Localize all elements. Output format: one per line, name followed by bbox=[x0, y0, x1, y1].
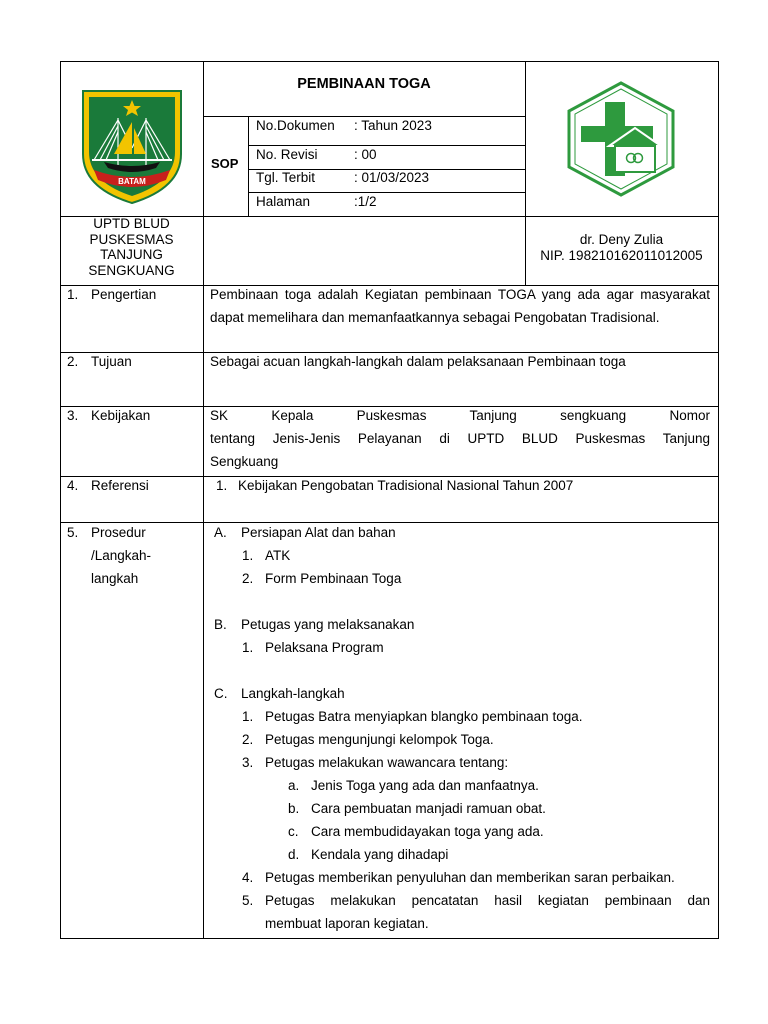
section-number: 1. bbox=[67, 287, 79, 302]
section-label: Kebijakan bbox=[91, 408, 151, 423]
sublist-letter: c. bbox=[288, 824, 299, 839]
batam-city-logo bbox=[80, 88, 184, 206]
list-number: 3. bbox=[242, 755, 254, 770]
list-letter: C. bbox=[214, 686, 228, 701]
list-item: Pelaksana Program bbox=[265, 640, 384, 655]
section-label: Referensi bbox=[91, 478, 149, 493]
sublist-letter: b. bbox=[288, 801, 300, 816]
section-text: tentang Jenis-Jenis Pelayanan di UPTD BLUD Puskesmas Tanjung bbox=[210, 431, 710, 446]
list-number: 1. bbox=[242, 548, 254, 563]
list-letter: A. bbox=[214, 525, 227, 540]
section-label: /Langkah- bbox=[91, 548, 152, 563]
list-item-continuation: membuat laporan kegiatan. bbox=[265, 916, 429, 931]
signer-name: dr. Deny Zulia bbox=[579, 232, 664, 247]
meta-value: : Tahun 2023 bbox=[354, 118, 432, 133]
list-number: 1. bbox=[242, 640, 254, 655]
list-heading: Petugas yang melaksanakan bbox=[241, 617, 415, 632]
list-item: Petugas Batra menyiapkan blangko pembinaan toga. bbox=[265, 709, 583, 724]
section-text: Pembinaan toga adalah Kegiatan pembinaan TOGA yang ada agar masyarakat bbox=[210, 287, 710, 302]
section-number: 5. bbox=[67, 525, 79, 540]
list-number: 2. bbox=[242, 732, 254, 747]
list-letter: B. bbox=[214, 617, 227, 632]
meta-label: No.Dokumen bbox=[256, 118, 335, 133]
section-label: langkah bbox=[91, 571, 139, 586]
meta-label: No. Revisi bbox=[256, 147, 318, 162]
section-text: dapat memelihara dan memanfaatkannya sebagai Pengobatan Tradisional. bbox=[210, 310, 660, 325]
meta-value: :1/2 bbox=[354, 194, 377, 209]
list-number: 1. bbox=[216, 478, 228, 493]
list-number: 4. bbox=[242, 870, 254, 885]
list-number: 1. bbox=[242, 709, 254, 724]
meta-label: Halaman bbox=[256, 194, 311, 209]
section-text: Sebagai acuan langkah-langkah dalam pelaksanaan Pembinaan toga bbox=[210, 354, 626, 369]
meta-value: : 00 bbox=[354, 147, 377, 162]
list-item: Petugas melakukan wawancara tentang: bbox=[265, 755, 509, 770]
list-heading: Langkah-langkah bbox=[241, 686, 345, 701]
document-title: PEMBINAAN TOGA bbox=[297, 76, 431, 92]
section-text: Sengkuang bbox=[210, 454, 279, 469]
meta-value: : 01/03/2023 bbox=[354, 170, 430, 185]
list-heading: Persiapan Alat dan bahan bbox=[241, 525, 396, 540]
sublist-item: Cara membudidayakan toga yang ada. bbox=[311, 824, 544, 839]
section-number: 3. bbox=[67, 408, 79, 423]
section-label: Pengertian bbox=[91, 287, 157, 302]
sublist-item: Cara pembuatan manjadi ramuan obat. bbox=[311, 801, 546, 816]
list-item: Petugas melakukan pencatatan hasil kegiatan pembinaan dan bbox=[265, 893, 710, 908]
list-number: 2. bbox=[242, 571, 254, 586]
section-label: Prosedur bbox=[91, 525, 146, 540]
list-item: ATK bbox=[265, 548, 291, 563]
sublist-item: Kendala yang dihadapi bbox=[311, 847, 449, 862]
sop-label: SOP bbox=[211, 156, 239, 171]
list-number: 5. bbox=[242, 893, 254, 908]
list-item: Form Pembinaan Toga bbox=[265, 571, 402, 586]
puskesmas-logo bbox=[563, 80, 679, 198]
list-item: Kebijakan Pengobatan Tradisional Nasional Tahun 2007 bbox=[238, 478, 574, 493]
section-number: 2. bbox=[67, 354, 79, 369]
section-label: Tujuan bbox=[91, 354, 132, 369]
logo-text: BATAM bbox=[118, 177, 146, 186]
signer-nip: NIP. 198210162011012005 bbox=[540, 248, 703, 263]
list-item: Petugas memberikan penyuluhan dan memberikan saran perbaikan. bbox=[265, 870, 675, 885]
sublist-item: Jenis Toga yang ada dan manfaatnya. bbox=[311, 778, 539, 793]
sublist-letter: a. bbox=[288, 778, 300, 793]
list-item: Petugas mengunjungi kelompok Toga. bbox=[265, 732, 494, 747]
sublist-letter: d. bbox=[288, 847, 300, 862]
section-text: SK Kepala Puskesmas Tanjung sengkuang Nomor bbox=[210, 408, 710, 423]
section-number: 4. bbox=[67, 478, 79, 493]
meta-label: Tgl. Terbit bbox=[256, 170, 316, 185]
